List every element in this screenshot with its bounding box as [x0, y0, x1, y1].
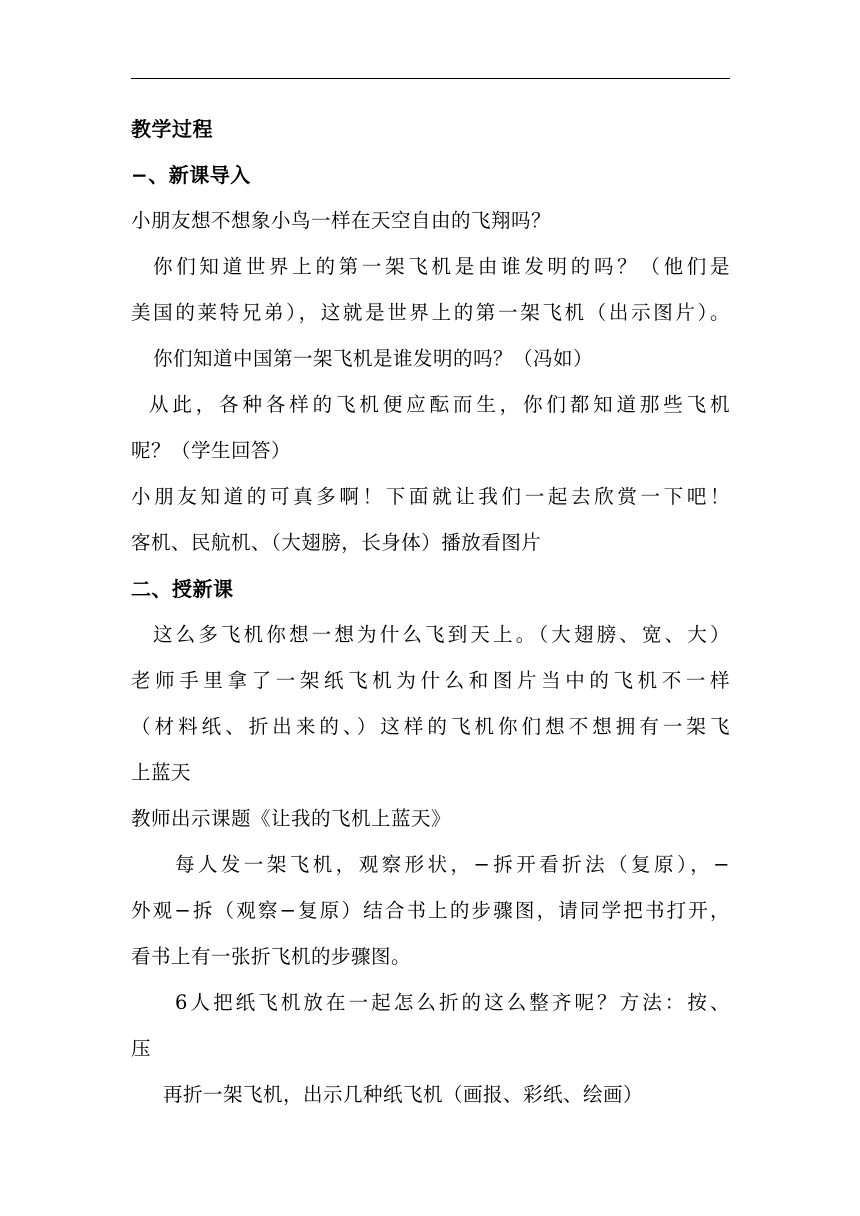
paragraph-line: 上蓝天	[131, 761, 192, 784]
paragraph-line: 教师出示课题《让我的飞机上蓝天》	[131, 807, 452, 830]
paragraph-line: 6人把纸飞机放在一起怎么折的这么整齐呢？方法：按、	[175, 991, 730, 1014]
paragraph-line: 每人发一架飞机，观察形状，−拆开看折法（复原），−	[175, 853, 730, 876]
section-title-new-lesson: 二、授新课	[131, 577, 234, 601]
document-heading: 教学过程	[131, 117, 213, 141]
paragraph-line: 客机、民航机、（大翅膀，长身体）播放看图片	[131, 531, 542, 554]
paragraph-line: 你们知道中国第一架飞机是谁发明的吗？（冯如）	[153, 347, 594, 370]
document-body	[131, 106, 730, 1118]
paragraph-line: 从此，各种各样的飞机便应酝而生，你们都知道那些飞机	[149, 393, 730, 416]
paragraph-line: 看书上有一张折飞机的步骤图。	[131, 945, 412, 968]
paragraph-line: 美国的莱特兄弟），这就是世界上的第一架飞机（出示图片）。	[131, 301, 730, 324]
paragraph-line: 小朋友想不想象小鸟一样在天空自由的飞翔吗？	[131, 209, 552, 232]
paragraph-line: 再折一架飞机，出示几种纸飞机（画报、彩纸、绘画）	[163, 1083, 644, 1106]
paragraph-line: 你们知道世界上的第一架飞机是由谁发明的吗？（他们是	[153, 255, 730, 278]
paragraph-line: 压	[131, 1037, 152, 1060]
paragraph-line: 外观−拆（观察−复原）结合书上的步骤图，请同学把书打开，	[131, 899, 730, 922]
section-title-intro: −、新课导入	[131, 163, 251, 187]
paragraph-line: 这么多飞机你想一想为什么飞到天上。（大翅膀、宽、大）	[153, 623, 730, 646]
paragraph-line: 小朋友知道的可真多啊！下面就让我们一起去欣赏一下吧！	[131, 485, 730, 508]
paragraph-line: 呢？（学生回答）	[131, 439, 292, 462]
header-rule	[131, 78, 730, 79]
paragraph-line: 老师手里拿了一架纸飞机为什么和图片当中的飞机不一样	[131, 669, 730, 692]
paragraph-line: （材料纸、折出来的、）这样的飞机你们想不想拥有一架飞	[131, 715, 730, 738]
